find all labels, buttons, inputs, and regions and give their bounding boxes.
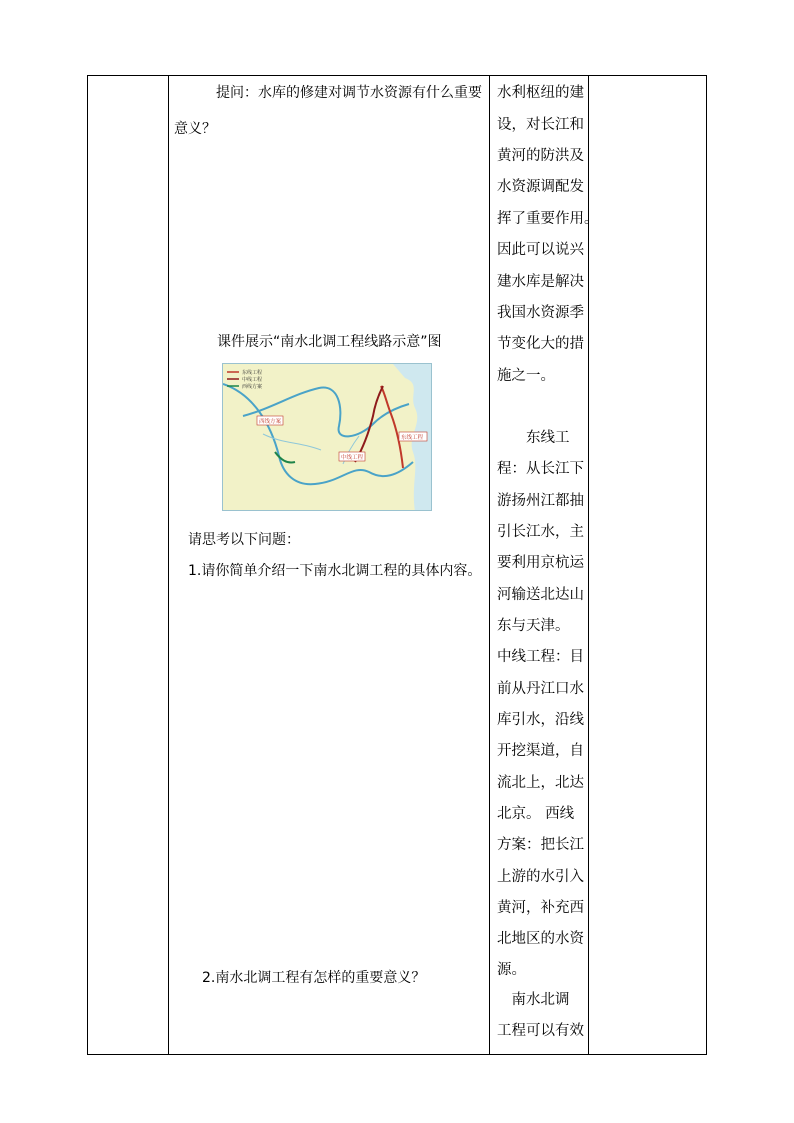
right-line: 东线工 (497, 430, 570, 446)
right-line: 前从丹江口水 (497, 681, 584, 697)
right-line: 东与天津。 (497, 618, 570, 634)
right-line: 库引水，沿线 (497, 712, 584, 728)
right-line: 水利枢纽的建 (497, 85, 584, 101)
right-line: 因此可以说兴 (497, 242, 584, 258)
content-table (87, 75, 707, 1055)
right-line: 挥了重要作用。 (497, 211, 599, 227)
map-caption: 课件展示“南水北调工程线路示意”图 (217, 334, 442, 350)
right-line: 河输送北达山 (497, 587, 584, 603)
right-line: 我国水资源季 (497, 305, 584, 321)
right-line: 水资源调配发 (497, 179, 584, 195)
right-line: 施之一。 (497, 368, 555, 384)
right-line: 要利用京杭运 (497, 555, 584, 571)
right-line: 黄河的防洪及 (497, 148, 584, 164)
right-line: 工程可以有效 (497, 1023, 584, 1039)
legend-east: 东线工程 (242, 370, 263, 376)
question-line-2: 意义？ (174, 121, 216, 137)
right-line: 黄河，补充西 (497, 900, 584, 916)
west-label: 西线方案 (259, 419, 282, 425)
right-line: 设，对长江和 (497, 117, 584, 133)
legend-west: 西线方案 (242, 384, 263, 390)
teaching-activity-column (168, 76, 489, 1054)
legend-middle: 中线工程 (242, 377, 263, 383)
right-line: 程：从长江下 (497, 461, 584, 477)
right-line: 游扬州江都抽 (497, 493, 584, 509)
question-2: 2.南水北调工程有怎样的重要意义？ (202, 970, 426, 986)
question-line-1: 提问：水库的修建对调节水资源有什么重要 (216, 85, 482, 101)
right-line: 北地区的水资 (497, 931, 584, 947)
right-line: 北京。 西线 (497, 806, 575, 822)
middle-label: 中线工程 (341, 455, 364, 461)
route-map-graphic (223, 364, 432, 511)
right-line: 流北上，北达 (497, 775, 584, 791)
right-line: 源。 (497, 962, 526, 978)
right-line: 建水库是解决 (497, 274, 584, 290)
right-line: 节变化大的措 (497, 336, 584, 352)
right-line: 方案：把长江 (497, 837, 584, 853)
right-line: 中线工程：目 (497, 649, 584, 665)
design-intent-column (489, 76, 599, 1054)
think-prompt: 请思考以下问题： (188, 532, 300, 548)
right-line: 南水北调 (497, 992, 570, 1008)
east-label: 东线工程 (401, 435, 424, 441)
right-line: 开挖渠道，自 (497, 743, 584, 759)
south-north-water-map (222, 363, 432, 511)
right-line: 上游的水引入 (497, 869, 584, 885)
right-line: 引长江水，主 (497, 524, 584, 540)
question-1: 1.请你简单介绍一下南水北调工程的具体内容。 (188, 563, 482, 579)
